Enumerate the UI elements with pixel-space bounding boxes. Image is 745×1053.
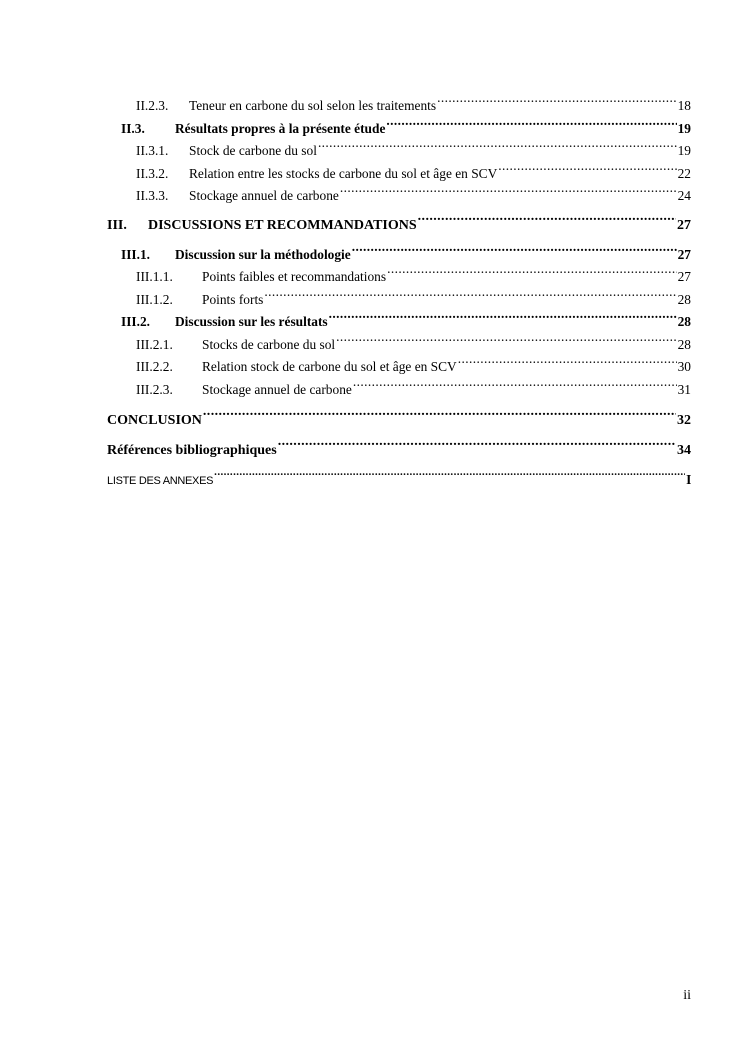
toc-entry[interactable]	[0, 137, 691, 160]
toc-title: Stocks de carbone du sol	[202, 337, 336, 352]
toc-number: III.2.	[121, 314, 151, 329]
toc-title: Résultats propres à la présente étude	[175, 121, 386, 136]
toc-page-number: 28	[677, 292, 691, 307]
toc-title: Stockage annuel de carbone	[189, 188, 339, 203]
dot-leader	[353, 376, 677, 394]
toc-number: III.2.3.	[136, 382, 173, 397]
toc-page-number: 19	[677, 143, 691, 158]
toc-page-number: 32	[677, 413, 691, 428]
toc-title: Teneur en carbone du sol selon les traitements	[189, 98, 437, 113]
toc-page-number: 19	[677, 121, 691, 136]
toc-number: III.	[107, 218, 127, 233]
toc-entry[interactable]	[0, 406, 691, 430]
toc-entry[interactable]	[0, 211, 691, 235]
dot-leader	[318, 137, 677, 155]
toc-page-number: 28	[677, 314, 691, 329]
toc-entry[interactable]	[0, 241, 691, 264]
toc-title: Stockage annuel de carbone	[202, 382, 352, 397]
dot-leader	[203, 406, 676, 424]
toc-title: LISTE DES ANNEXES	[107, 475, 214, 487]
toc-entry[interactable]	[0, 308, 691, 331]
toc-number: III.2.1.	[136, 337, 173, 352]
toc-page-number: 28	[677, 337, 691, 352]
toc-page-number: 24	[677, 188, 691, 203]
toc-title: CONCLUSION	[107, 413, 202, 428]
toc-page-number: 30	[677, 359, 691, 374]
toc-entry[interactable]	[0, 160, 691, 183]
toc-entry[interactable]	[0, 466, 691, 490]
toc-entry[interactable]	[0, 286, 691, 309]
toc-page-number: 22	[677, 166, 691, 181]
dot-leader	[386, 115, 676, 133]
toc-page-number: 18	[677, 98, 691, 113]
toc-page-number: 34	[677, 443, 691, 458]
toc-entry[interactable]	[0, 182, 691, 205]
dot-leader	[418, 211, 676, 229]
toc-title: Références bibliographiques	[107, 443, 277, 458]
toc-entry[interactable]	[0, 263, 691, 286]
toc-title: Stock de carbone du sol	[189, 143, 317, 158]
toc-number: II.2.3.	[136, 98, 169, 113]
toc-number: II.3.3.	[136, 188, 169, 203]
toc-number: III.2.2.	[136, 359, 173, 374]
dot-leader	[340, 182, 677, 200]
footer-page-number: ii	[683, 988, 691, 1003]
dot-leader	[498, 160, 676, 178]
toc-page-number: 27	[677, 218, 691, 233]
toc-title: Points faibles et recommandations	[202, 269, 387, 284]
toc-number: III.1.1.	[136, 269, 173, 284]
toc-entry[interactable]	[0, 436, 691, 460]
dot-leader	[336, 331, 676, 349]
toc-page-number: 31	[677, 382, 691, 397]
dot-leader	[329, 308, 677, 326]
toc-number: II.3.2.	[136, 166, 169, 181]
dot-leader	[278, 436, 676, 454]
toc-page-number: 27	[677, 269, 691, 284]
dot-leader	[387, 263, 677, 281]
toc-entry[interactable]	[0, 353, 691, 376]
toc-title: Relation entre les stocks de carbone du sol et âge en SCV	[189, 166, 498, 181]
dot-leader	[214, 466, 685, 484]
toc-entry[interactable]	[0, 376, 691, 399]
dot-leader	[437, 92, 677, 110]
toc-title: DISCUSSIONS ET RECOMMANDATIONS	[148, 218, 417, 233]
dot-leader	[352, 241, 677, 259]
toc-title: Discussion sur les résultats	[175, 314, 328, 329]
toc-title: Points forts	[202, 292, 264, 307]
toc-number: II.3.1.	[136, 143, 169, 158]
toc-title: Discussion sur la méthodologie	[175, 247, 351, 262]
toc-entry[interactable]	[0, 92, 691, 115]
toc-number: II.3.	[121, 121, 145, 136]
toc-page-number: I	[686, 472, 691, 487]
toc-number: III.1.2.	[136, 292, 173, 307]
toc-number: III.1.	[121, 247, 151, 262]
toc-page-number: 27	[677, 247, 691, 262]
toc-entry[interactable]	[0, 331, 691, 354]
dot-leader	[264, 286, 676, 304]
dot-leader	[458, 353, 677, 371]
toc-entry[interactable]	[0, 115, 691, 138]
toc-title: Relation stock de carbone du sol et âge en SCV	[202, 359, 457, 374]
